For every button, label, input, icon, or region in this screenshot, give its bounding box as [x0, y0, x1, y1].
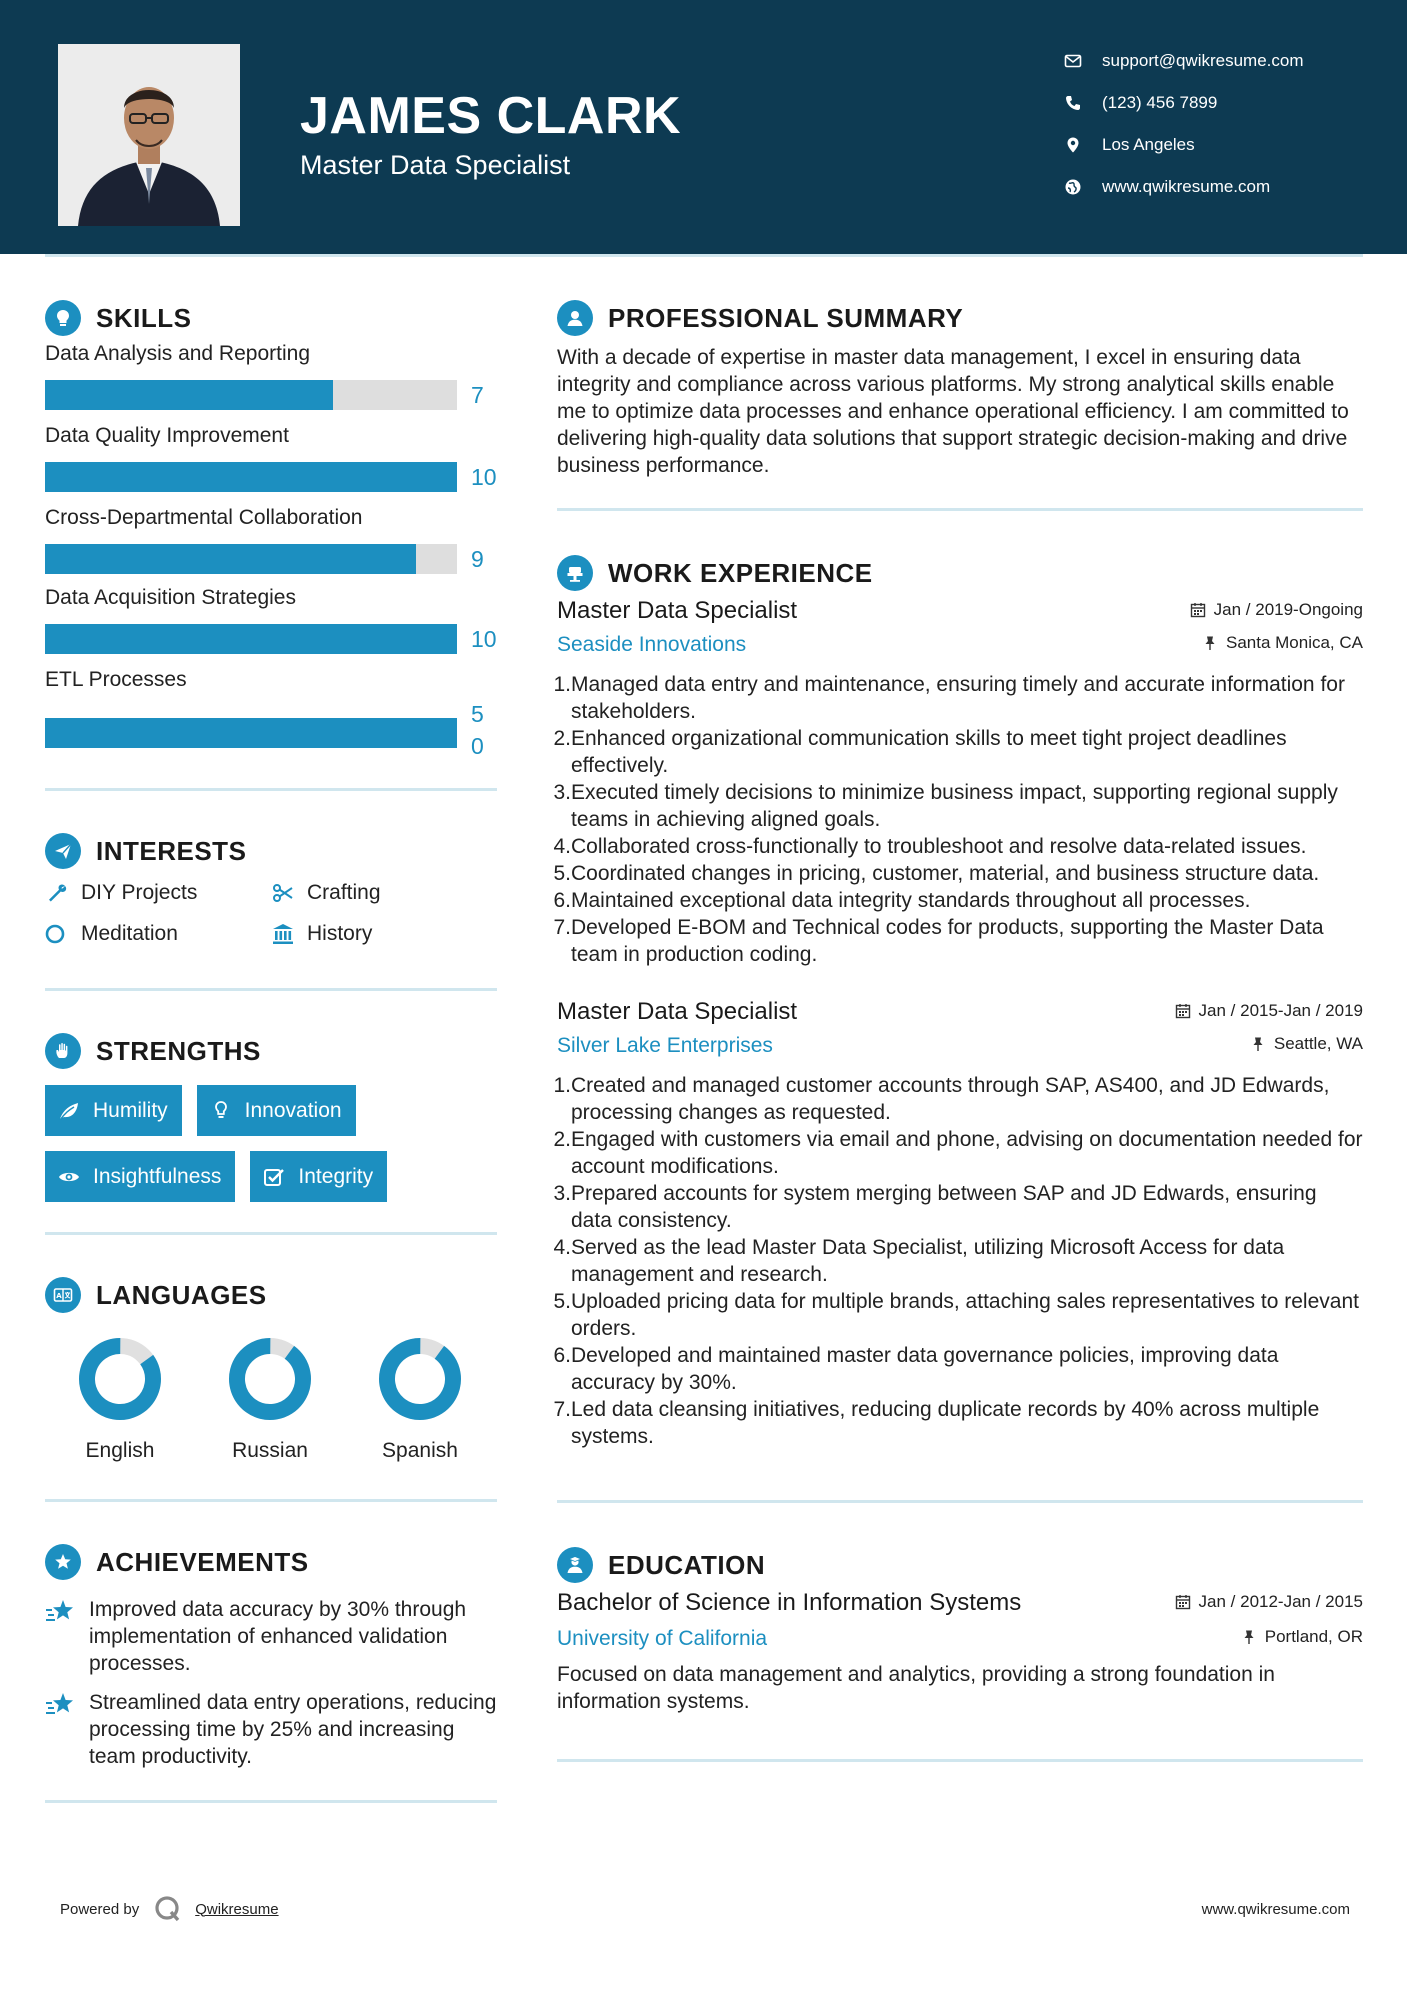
experience-section [553, 551, 1363, 1450]
hand-icon [45, 1033, 81, 1069]
skill-bar [45, 380, 457, 410]
strength-tag [197, 1085, 356, 1136]
duty-list [547, 1072, 1363, 1450]
skill-item [45, 586, 497, 654]
education-dates [1175, 1592, 1363, 1612]
education-dates-text: Jan / 2012-Jan / 2015 [1198, 1592, 1363, 1611]
skills-title: SKILLS [96, 302, 192, 333]
strength-label: Integrity [298, 1164, 374, 1188]
candidate-name: JAMES CLARK [300, 87, 682, 145]
section-divider [557, 1500, 1363, 1503]
contact-list [1064, 40, 1304, 208]
resume-header [0, 0, 1407, 254]
contact-website[interactable] [1064, 166, 1304, 208]
contact-location [1064, 124, 1304, 166]
briefcase-icon [557, 555, 593, 591]
duty-item: 6. Maintained exceptional data integrity standards throughout all processes. [553, 889, 1251, 912]
degree-title: Bachelor of Science in Information Systems [557, 1589, 1022, 1616]
interest-item [271, 881, 497, 905]
company-name: Silver Lake Enterprises [557, 1034, 773, 1057]
duty-item: 3. Prepared accounts for system merging between SAP and JD Edwards, ensuring data consistency. [553, 1182, 1317, 1232]
section-divider [557, 508, 1363, 511]
profile-photo [58, 44, 240, 226]
job-dates-text: Jan / 2015-Jan / 2019 [1198, 1001, 1363, 1020]
job-dates-text: Jan / 2019-Ongoing [1213, 600, 1363, 619]
achievements-heading [45, 1540, 497, 1584]
skill-bar-fill [45, 380, 333, 410]
achievement-text: Streamlined data entry operations, reducing processing time by 25% and increasing team productivity. [89, 1691, 497, 1768]
language-donut [228, 1337, 312, 1421]
skill-bar [45, 462, 457, 492]
interests-title: INTERESTS [96, 835, 247, 866]
strength-tag [45, 1085, 182, 1136]
job-location [1202, 633, 1363, 653]
language-donut [78, 1337, 162, 1421]
contact-phone-text: (123) 456 7899 [1102, 93, 1218, 112]
achievements-title: ACHIEVEMENTS [96, 1546, 309, 1577]
section-divider [45, 1499, 497, 1502]
achievements-section [45, 1540, 497, 1770]
summary-section [557, 296, 1363, 479]
powered-by-text: Powered by [60, 1900, 140, 1918]
circle-icon [45, 922, 69, 946]
job-entry [553, 597, 1363, 968]
skill-label: Data Quality Improvement [45, 424, 289, 447]
skill-value: 5 0 [471, 701, 484, 759]
duty-item: 5. Coordinated changes in pricing, customer, material, and business structure data. [553, 862, 1320, 885]
museum-icon [271, 922, 295, 946]
skill-label: Data Acquisition Strategies [45, 586, 296, 609]
language-item [345, 1337, 495, 1463]
skill-bar [45, 624, 457, 654]
job-location [1250, 1034, 1363, 1054]
skill-item [45, 668, 497, 759]
eye-icon [57, 1165, 81, 1189]
experience-title: WORK EXPERIENCE [608, 557, 873, 588]
job-location-text: Seattle, WA [1273, 1034, 1363, 1053]
mail-icon [1064, 52, 1082, 70]
language-icon [45, 1277, 81, 1313]
strengths-heading [45, 1029, 497, 1073]
language-item [195, 1337, 345, 1463]
school-name: University of California [557, 1627, 768, 1650]
languages-section [45, 1273, 497, 1463]
language-label: Spanish [382, 1439, 458, 1462]
skill-bar [45, 718, 457, 748]
skill-bar [45, 544, 457, 574]
paper-plane-icon [45, 833, 81, 869]
strength-tag [250, 1151, 387, 1202]
education-section [557, 1543, 1363, 1715]
job-title: Master Data Specialist [557, 597, 798, 624]
duty-item: 6. Developed and maintained master data governance policies, improving data accuracy by 30%. [553, 1344, 1279, 1394]
strength-label: Innovation [244, 1098, 342, 1122]
language-donut [378, 1337, 462, 1421]
lightbulb-icon [45, 300, 81, 336]
skill-bar-fill [45, 544, 416, 574]
education-title: EDUCATION [608, 1549, 766, 1580]
duty-item: 7. Led data cleansing initiatives, reducing duplicate records by 40% across multiple systems. [553, 1398, 1320, 1448]
contact-website-text: www.qwikresume.com [1102, 177, 1271, 196]
lightbulb-icon [209, 1099, 233, 1123]
calendar-icon [1190, 602, 1206, 618]
job-dates [1175, 1001, 1363, 1021]
skill-value: 7 [471, 382, 484, 408]
left-column [45, 296, 497, 1803]
achievement-text: Improved data accuracy by 30% through implementation of enhanced validation processes. [89, 1598, 467, 1675]
donut-fill [78, 1337, 162, 1421]
powered-by [60, 1894, 279, 1924]
language-label: English [85, 1439, 155, 1462]
pin-icon [1241, 1629, 1257, 1645]
skill-label: ETL Processes [45, 668, 187, 691]
wrench-icon [45, 881, 69, 905]
skill-value: 9 [471, 546, 484, 572]
donut-fill [378, 1337, 462, 1421]
svg-text:A: A [56, 1292, 62, 1300]
interest-item [45, 881, 271, 905]
contact-email-text: support@qwikresume.com [1102, 51, 1304, 70]
duty-list [547, 671, 1363, 968]
skill-item [45, 342, 497, 410]
skill-label: Data Analysis and Reporting [45, 342, 310, 365]
skill-item [45, 424, 497, 492]
strength-label: Humility [93, 1098, 168, 1122]
candidate-role: Master Data Specialist [300, 150, 571, 180]
calendar-icon [1175, 1594, 1191, 1610]
calendar-icon [1175, 1003, 1191, 1019]
education-location [1241, 1627, 1363, 1647]
section-divider [45, 1232, 497, 1235]
section-divider [45, 988, 497, 991]
company-name: Seaside Innovations [557, 633, 747, 656]
duty-item: 3. Executed timely decisions to minimize business impact, supporting regional supply teams in achieving aligned goals. [553, 781, 1338, 831]
education-location-text: Portland, OR [1264, 1627, 1363, 1646]
interest-label: DIY Projects [81, 881, 198, 904]
interest-item [271, 922, 497, 946]
skill-bar-fill [45, 718, 457, 748]
leaf-icon [57, 1099, 81, 1123]
footer-url[interactable]: www.qwikresume.com [1201, 1900, 1350, 1918]
achievement-item [45, 1596, 497, 1677]
language-label: Russian [232, 1439, 308, 1462]
footer [60, 1894, 1350, 1924]
interest-label: Crafting [307, 881, 381, 904]
interests-heading [45, 829, 497, 873]
checkbox-icon [262, 1165, 286, 1189]
job-entry [553, 998, 1363, 1450]
star-icon [45, 1691, 77, 1719]
header-divider [45, 254, 1363, 257]
skill-value: 10 [471, 626, 497, 652]
languages-heading [45, 1273, 497, 1317]
section-divider [45, 788, 497, 791]
strength-tag [45, 1151, 235, 1202]
strengths-title: STRENGTHS [96, 1035, 261, 1066]
languages-title: LANGUAGES [96, 1279, 267, 1310]
education-text: Focused on data management and analytics, providing a strong foundation in information systems. [557, 1663, 1275, 1713]
skill-bar-fill [45, 462, 457, 492]
location-icon [1064, 136, 1082, 154]
duty-item: 4. Served as the lead Master Data Specialist, utilizing Microsoft Access for data management and research. [553, 1236, 1285, 1286]
contact-location-text: Los Angeles [1102, 135, 1195, 154]
duty-item: 1. Managed data entry and maintenance, ensuring timely and accurate information for stakeholders. [553, 673, 1345, 723]
job-dates [1190, 600, 1363, 620]
skills-heading [45, 296, 497, 340]
experience-heading [557, 551, 1363, 595]
globe-icon [1064, 178, 1082, 196]
skill-bar-fill [45, 624, 457, 654]
contact-phone[interactable] [1064, 82, 1304, 124]
donut-fill [228, 1337, 312, 1421]
graduate-icon [557, 1547, 593, 1583]
interest-item [45, 922, 271, 946]
job-location-text: Santa Monica, CA [1225, 633, 1363, 652]
pin-icon [1250, 1036, 1266, 1052]
job-title: Master Data Specialist [557, 998, 798, 1025]
skills-section [45, 296, 497, 759]
strength-label: Insightfulness [93, 1164, 222, 1188]
interests-section [45, 829, 497, 946]
section-divider [557, 1759, 1363, 1762]
duty-item: 2. Engaged with customers via email and phone, advising on documentation needed for account modifications. [553, 1128, 1363, 1178]
section-divider [45, 1800, 497, 1803]
brand-link[interactable]: Qwikresume [195, 1900, 279, 1918]
skill-value: 10 [471, 464, 497, 490]
contact-email[interactable] [1064, 40, 1304, 82]
skill-item [45, 506, 497, 574]
duty-item: 4. Collaborated cross-functionally to troubleshoot and resolve data-related issues. [553, 835, 1307, 858]
duty-item: 5. Uploaded pricing data for multiple brands, attaching sales representatives to relevant orders. [553, 1290, 1359, 1340]
duty-item: 1. Created and managed customer accounts through SAP, AS400, and JD Edwards, processing changes as requested. [553, 1074, 1330, 1124]
skill-label: Cross-Departmental Collaboration [45, 506, 363, 529]
scissors-icon [271, 881, 295, 905]
duty-item: 2. Enhanced organizational communication skills to meet tight project deadlines effectively. [553, 727, 1287, 777]
summary-heading [557, 296, 1363, 340]
summary-text: With a decade of expertise in master data management, I excel in ensuring data integrity and compliance across various platforms. My strong analytical skills enable me to optimize data processes and enhance operational efficiency. I am committed to delivering high-quality data solutions that support strategic decision-making and drive business performance. [557, 346, 1349, 477]
duty-item: 7. Developed E-BOM and Technical codes for products, supporting the Master Data team in production coding. [553, 916, 1324, 966]
strengths-section [45, 1029, 497, 1202]
user-icon [557, 300, 593, 336]
achievement-item [45, 1689, 497, 1770]
right-column [553, 296, 1363, 1762]
qwikresume-logo-icon [153, 1894, 183, 1924]
language-item [45, 1337, 195, 1463]
star-icon [45, 1544, 81, 1580]
interest-label: History [307, 922, 373, 945]
star-icon [45, 1598, 77, 1626]
pin-icon [1202, 635, 1218, 651]
education-heading [557, 1543, 1363, 1587]
interest-label: Meditation [81, 922, 178, 945]
summary-title: PROFESSIONAL SUMMARY [608, 302, 964, 333]
phone-icon [1064, 94, 1082, 112]
